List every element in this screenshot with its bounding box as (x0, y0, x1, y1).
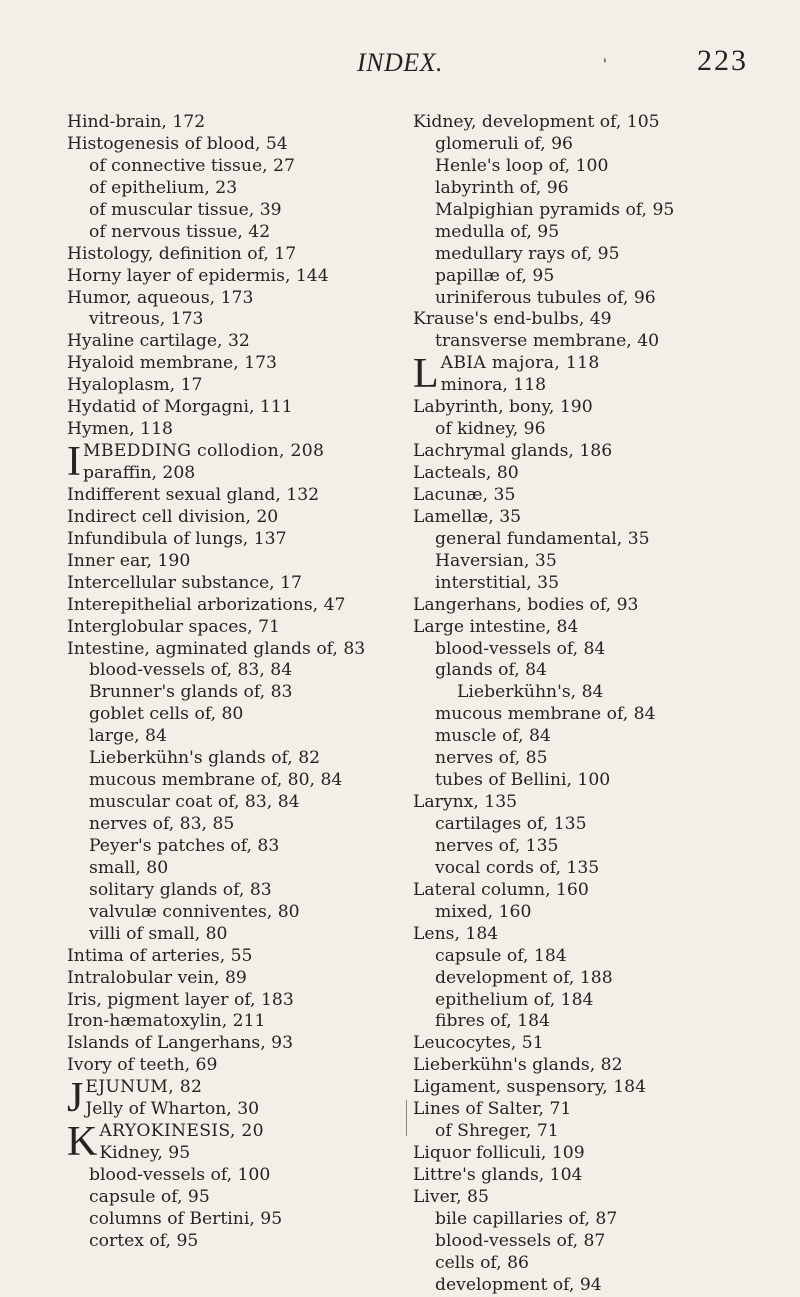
index-entry: Lieberkühn's glands of, 82 (89, 748, 321, 769)
index-entry: Lens, 184 (413, 923, 499, 944)
index-entry: transverse membrane, 40 (435, 331, 660, 352)
index-entry: Intima of arteries, 55 (67, 945, 253, 966)
index-entry: Indirect cell division, 20 (67, 506, 279, 527)
index-entry: Lines of Salter, 71 (413, 1099, 572, 1120)
index-entry: MBEDDING collodion, 208 (83, 441, 325, 462)
index-entry: uriniferous tubules of, 96 (435, 287, 656, 308)
i-entries (67, 485, 402, 1077)
k-entries (67, 1165, 402, 1253)
index-entry: capsule of, 184 (435, 945, 567, 966)
index-entry: of Shreger, 71 (435, 1121, 559, 1142)
index-entry: Lateral column, 160 (413, 879, 589, 900)
column-rule (406, 1100, 407, 1136)
index-entry: of connective tissue, 27 (89, 155, 295, 176)
index-entry: villi of small, 80 (89, 923, 228, 944)
index-entry: paraffin, 208 (83, 463, 196, 483)
index-entry: Ivory of teeth, 69 (67, 1055, 218, 1076)
index-entry: blood-vessels of, 100 (89, 1165, 271, 1185)
drop-cap-l: L (413, 353, 439, 398)
index-entry: nerves of, 85 (435, 748, 548, 769)
index-entry: ARYOKINESIS, 20 (99, 1121, 264, 1142)
index-entry: mucous membrane of, 84 (435, 704, 656, 725)
index-entry: Histology, definition of, 17 (67, 243, 297, 264)
index-entry: vitreous, 173 (89, 309, 204, 330)
left-column (67, 112, 402, 1253)
index-entry: of kidney, 96 (435, 419, 546, 440)
index-entry: minora, 118 (440, 375, 547, 396)
l-entries (413, 397, 788, 1296)
page-number: 223 (697, 44, 748, 77)
section-k (67, 1121, 402, 1165)
section-i (67, 441, 402, 485)
index-entry: Liver, 85 (413, 1186, 489, 1207)
index-entry: Hind-brain, 172 (67, 112, 206, 132)
index-entry: Iron-hæmatoxylin, 211 (67, 1011, 266, 1032)
kidney-entries (413, 112, 788, 353)
index-entry: of epithelium, 23 (89, 177, 238, 198)
index-entry: Indifferent sexual gland, 132 (67, 484, 320, 505)
index-entry: mucous membrane of, 80, 84 (89, 770, 343, 791)
index-entry: small, 80 (89, 857, 169, 878)
index-entry: Larynx, 135 (413, 792, 518, 813)
index-entry: tubes of Bellini, 100 (435, 770, 611, 791)
index-entry: medulla of, 95 (435, 221, 560, 242)
index-entry: Lachrymal glands, 186 (413, 441, 613, 462)
index-entry: labyrinth of, 96 (435, 177, 569, 198)
index-entry: epithelium of, 184 (435, 989, 594, 1010)
index-entry: Hydatid of Morgagni, 111 (67, 397, 293, 418)
index-entry: papillæ of, 95 (435, 265, 555, 286)
index-entry: cartilages of, 135 (435, 814, 587, 834)
index-entry: solitary glands of, 83 (89, 879, 272, 900)
index-entry: Ligament, suspensory, 184 (413, 1077, 647, 1098)
index-entry: Hyaloplasm, 17 (67, 375, 203, 396)
index-entry: cells of, 86 (435, 1252, 529, 1273)
index-entry: glands of, 84 (435, 660, 547, 681)
index-entry: vocal cords of, 135 (435, 857, 600, 878)
index-entry: blood-vessels of, 87 (435, 1230, 606, 1251)
index-entry: Haversian, 35 (435, 550, 557, 571)
h-entries (67, 112, 402, 441)
index-entry: Lieberkühn's glands, 82 (413, 1055, 623, 1076)
index-entry: Lieberkühn's, 84 (457, 682, 604, 703)
index-entry: Intralobular vein, 89 (67, 967, 247, 988)
index-entry: Lamellæ, 35 (413, 506, 522, 527)
index-entry: Hyaloid membrane, 173 (67, 353, 277, 374)
index-entry: Lacteals, 80 (413, 463, 519, 483)
index-entry: columns of Bertini, 95 (89, 1208, 283, 1229)
drop-cap-i: I (67, 441, 81, 485)
index-entry: blood-vessels of, 84 (435, 638, 606, 659)
drop-cap-k: K (67, 1121, 98, 1165)
index-entry: blood-vessels of, 83, 84 (89, 660, 293, 681)
index-entry: medullary rays of, 95 (435, 243, 620, 264)
index-entry: Brunner's glands of, 83 (89, 682, 293, 703)
index-entry: of muscular tissue, 39 (89, 199, 282, 220)
index-entry: Henle's loop of, 100 (435, 155, 609, 176)
index-entry: Humor, aqueous, 173 (67, 287, 254, 308)
index-entry: interstitial, 35 (435, 572, 560, 593)
index-entry: Interglobular spaces, 71 (67, 616, 280, 637)
index-entry: Labyrinth, bony, 190 (413, 397, 593, 418)
index-entry: mixed, 160 (435, 901, 532, 922)
index-entry: cortex of, 95 (89, 1230, 199, 1251)
index-entry: Kidney, development of, 105 (413, 112, 660, 132)
index-entry: nerves of, 135 (435, 835, 559, 856)
index-entry: ABIA majora, 118 (440, 353, 600, 374)
right-column (413, 112, 788, 1297)
index-entry: Inner ear, 190 (67, 550, 191, 571)
index-entry: capsule of, 95 (89, 1186, 210, 1207)
index-entry: general fundamental, 35 (435, 528, 650, 549)
index-entry: Interepithelial arborizations, 47 (67, 594, 346, 615)
index-entry: Iris, pigment layer of, 183 (67, 989, 294, 1010)
index-entry: Lacunæ, 35 (413, 484, 516, 505)
index-entry: muscle of, 84 (435, 726, 551, 747)
index-entry: Kidney, 95 (99, 1143, 191, 1164)
index-entry: Hyaline cartilage, 32 (67, 331, 250, 352)
index-entry: Hymen, 118 (67, 419, 173, 440)
running-title: INDEX. (356, 48, 444, 77)
index-entry: Infundibula of lungs, 137 (67, 528, 287, 549)
index-entry: Islands of Langerhans, 93 (67, 1033, 294, 1054)
index-entry: Krause's end-bulbs, 49 (413, 309, 612, 330)
section-l (413, 353, 788, 397)
section-j (67, 1077, 402, 1121)
index-entry: Leucocytes, 51 (413, 1033, 544, 1054)
index-entry: of nervous tissue, 42 (89, 221, 271, 242)
index-entry: development of, 188 (435, 967, 613, 988)
index-entry: development of, 94 (435, 1274, 602, 1295)
index-entry: Horny layer of epidermis, 144 (67, 265, 329, 286)
index-entry: Peyer's patches of, 83 (89, 835, 280, 856)
index-entry: bile capillaries of, 87 (435, 1208, 618, 1229)
index-entry: Langerhans, bodies of, 93 (413, 594, 639, 615)
drop-cap-j: J (67, 1077, 84, 1122)
index-entry: fibres of, 184 (435, 1011, 550, 1032)
index-entry: Jelly of Wharton, 30 (85, 1099, 260, 1120)
index-entry: Histogenesis of blood, 54 (67, 133, 288, 154)
stray-mark: ' (603, 57, 607, 73)
index-entry: Intestine, agminated glands of, 83 (67, 638, 366, 659)
index-entry: valvulæ conniventes, 80 (89, 901, 300, 922)
index-entry: nerves of, 83, 85 (89, 814, 235, 834)
index-entry: Intercellular substance, 17 (67, 572, 302, 593)
index-entry: EJUNUM, 82 (85, 1077, 203, 1098)
index-entry: Large intestine, 84 (413, 616, 579, 637)
index-entry: glomeruli of, 96 (435, 133, 573, 154)
page-header (0, 44, 800, 84)
index-entry: Malpighian pyramids of, 95 (435, 199, 675, 220)
index-entry: large, 84 (89, 726, 167, 747)
index-entry: Liquor folliculi, 109 (413, 1143, 585, 1164)
index-entry: goblet cells of, 80 (89, 704, 244, 725)
index-entry: Littre's glands, 104 (413, 1165, 583, 1185)
index-entry: muscular coat of, 83, 84 (89, 792, 300, 813)
